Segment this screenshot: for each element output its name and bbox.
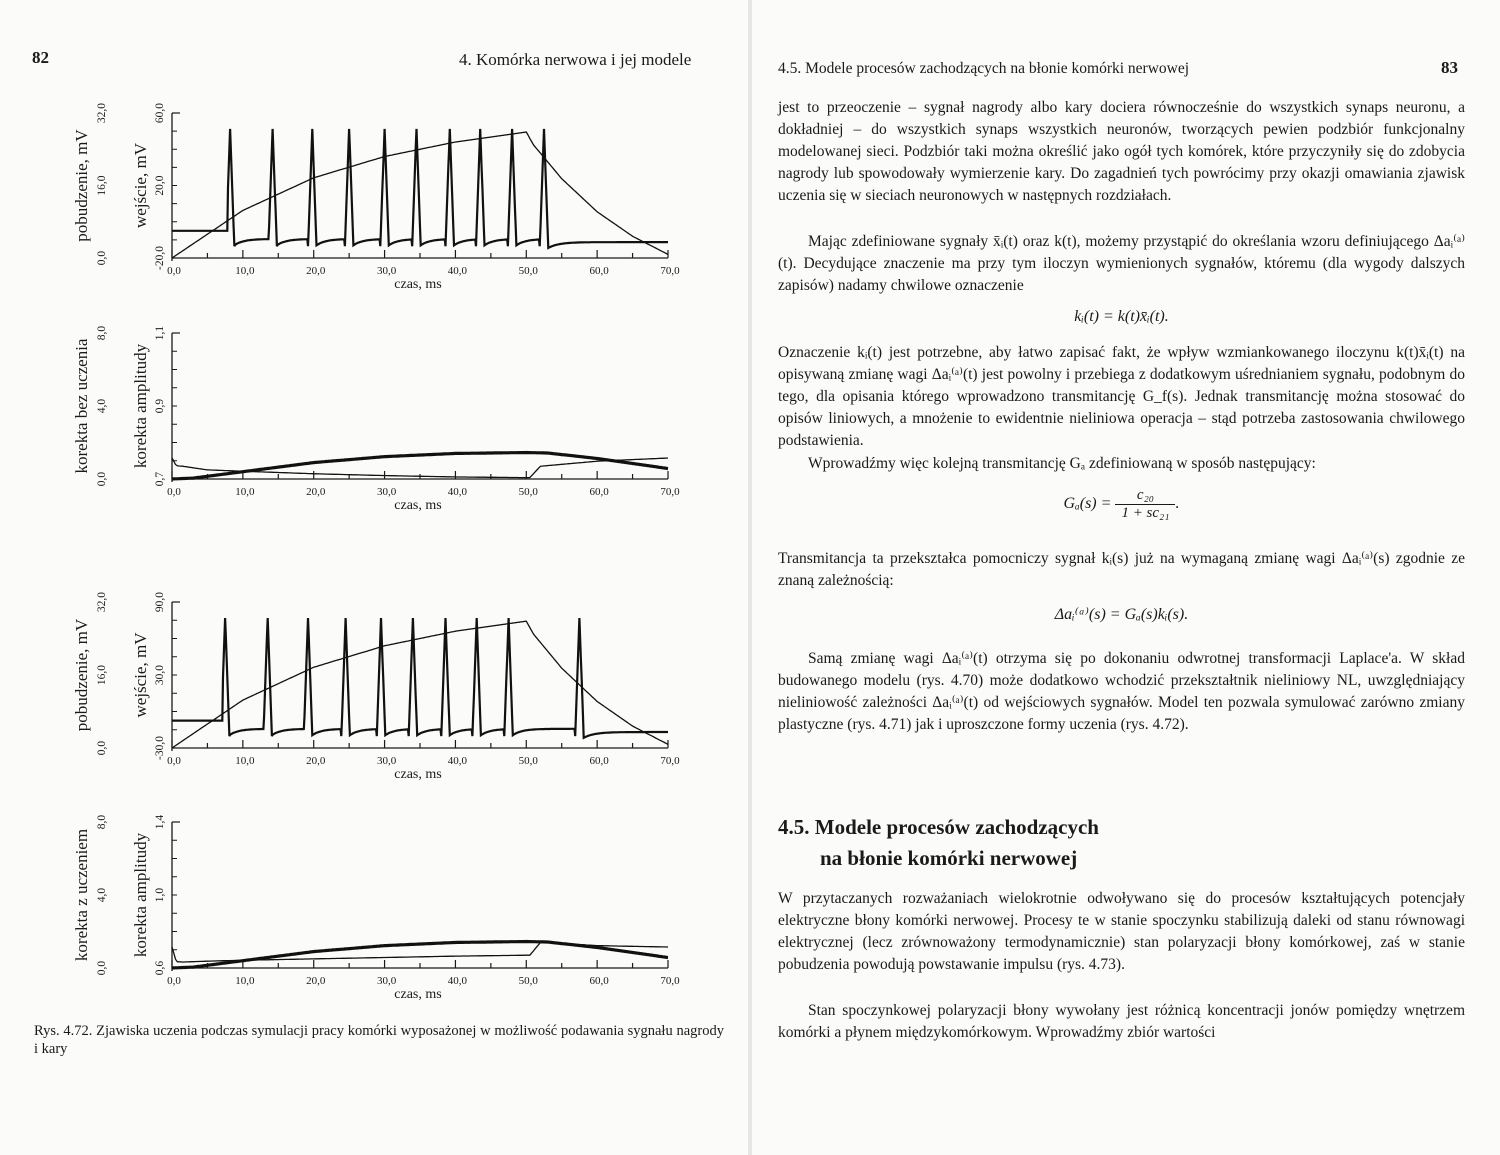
x-tick-label: 50,0 [518, 486, 538, 498]
x-tick-label: 30,0 [376, 755, 397, 767]
x-tick-label: 0,0 [167, 486, 181, 498]
y-tick-label-left: 32,0 [96, 591, 108, 613]
equation-2-tail: . [1175, 495, 1180, 513]
paragraph-2: Mając zdefiniowane sygnały x̄ᵢ(t) oraz k(t), możemy przystąpić do określania wzoru definiującego Δaᵢ⁽ᵃ⁾(t). Decydujące znaczenie ma przy tym iloczyn wymienionych sygnałów, któremu (dla wygody dalszych zapisów) nadamy chwilowe oznaczenie [778, 233, 1465, 294]
figure-4-72 [0, 0, 748, 1010]
paragraph-8: Stan spoczynkowej polaryzacji błony wywołany jest różnicą koncentracji jonów pomiędzy wnętrzem komórki a płynem międzykomórkowym. Wprowadźmy zbiór wartości [778, 1002, 1465, 1041]
paragraph-4: Wprowadźmy więc kolejną transmitancję Gₐ zdefiniowaną w sposób następujący: [808, 455, 1316, 472]
x-axis-label: czas, ms [394, 498, 442, 513]
right-page-number: 83 [1441, 58, 1458, 77]
figure-caption: Rys. 4.72. Zjawiska uczenia podczas symulacji pracy komórki wyposażonej w możliwość podawania sygnału nagrody i kary [34, 1023, 724, 1057]
y-tick-label-right: 60,0 [154, 102, 166, 124]
x-tick-label: 10,0 [235, 265, 255, 277]
x-tick-label: 70,0 [660, 975, 680, 987]
y-axis-label-left: pobudzenie, mV [72, 618, 91, 732]
x-tick-label: 60,0 [589, 975, 609, 987]
paragraph-5: Transmitancja ta przekształca pomocniczy sygnał kᵢ(s) już na wymaganą zmianę wagi Δaᵢ⁽ᵃ⁾(s) zgodnie ze znaną zależnością: [778, 550, 1465, 589]
y-tick-label-right: 20,0 [154, 175, 166, 196]
y-tick-label-left: 32,0 [96, 102, 108, 124]
equation-2 [778, 487, 1465, 522]
equation-1: kᵢ(t) = k(t)x̄ᵢ(t). [1074, 308, 1169, 325]
x-tick-label: 20,0 [306, 486, 326, 498]
x-tick-label: 40,0 [447, 265, 468, 277]
y-tick-label-right: 1,4 [154, 814, 166, 830]
left-page-number: 82 [32, 48, 49, 67]
x-axis-label: czas, ms [394, 987, 442, 1002]
y-tick-label-right: -30,0 [154, 736, 166, 760]
y-tick-label-left: 0,0 [96, 250, 108, 266]
x-tick-label: 10,0 [235, 755, 255, 767]
y-tick-label-right: 90,0 [154, 591, 166, 613]
equation-3: Δaᵢ⁽ᵃ⁾(s) = Gₐ(s)kᵢ(s). [1054, 606, 1189, 623]
left-running-head: 4. Komórka nerwowa i jej modele [459, 50, 692, 69]
x-tick-label: 70,0 [660, 486, 680, 498]
x-tick-label: 70,0 [660, 265, 680, 277]
equation-2-numerator: c₂₀ [1115, 487, 1175, 505]
section-heading [778, 812, 1099, 874]
y-tick-label-left: 4,0 [96, 398, 108, 414]
paragraph-7: W przytaczanych rozważaniach wielokrotnie odwoływano się do procesów kształtujących potencjały elektryczne błony komórki nerwowej. Procesy te w stanie spoczynku stabilizują daleki od stanu równowagi elektrycznej (lecz zrównoważony termodynamicznie) stan polaryzacji błony komórkowej, zaś w stanie pobudzenia powodują powstawanie impulsu (rys. 4.73). [778, 890, 1465, 973]
y-tick-label-right: 0,7 [154, 471, 166, 487]
y-tick-label-right: 30,0 [154, 664, 166, 686]
y-tick-label-left: 0,0 [96, 471, 108, 487]
x-tick-label: 10,0 [235, 486, 255, 498]
y-axis-label-right: korekta amplitudy [131, 832, 150, 958]
x-tick-label: 70,0 [660, 755, 680, 767]
x-tick-label: 20,0 [306, 755, 326, 767]
y-tick-label-left: 0,0 [96, 960, 108, 976]
x-tick-label: 40,0 [447, 755, 468, 767]
membrane-potential-series [172, 618, 668, 738]
equation-2-fraction [1115, 487, 1175, 522]
membrane-potential-series [172, 129, 668, 248]
x-tick-label: 20,0 [306, 975, 326, 987]
x-tick-label: 0,0 [167, 975, 181, 987]
y-tick-label-left: 8,0 [96, 325, 108, 341]
x-tick-label: 10,0 [235, 975, 255, 987]
x-tick-label: 40,0 [447, 975, 468, 987]
paragraph-1: jest to przeoczenie – sygnał nagrody albo kary dociera równocześnie do wszystkich synaps neuronu, a dokładniej – do wszystkich synaps wszystkich neuronów, tworzących pewien podzbiór funkcjonalny modelowanej sieci. Podzbiór taki można określić jako ogół tych komórek, które przyczyniły się do zdobycia nagrody lub spowodowały wymierzenie kary. Do zagadnień tych powrócimy przy okazji omawiania zjawisk uczenia się w sieciach neuronowych w następnych rozdziałach. [778, 99, 1465, 204]
x-tick-label: 40,0 [447, 486, 468, 498]
x-tick-label: 30,0 [376, 265, 397, 277]
x-tick-label: 60,0 [589, 265, 609, 277]
y-tick-label-left: 16,0 [96, 175, 108, 196]
x-tick-label: 60,0 [589, 486, 609, 498]
section-heading-line-2: na błonie komórki nerwowej [820, 846, 1078, 870]
equation-2-denominator: 1 + sc₂₁ [1121, 505, 1170, 521]
y-tick-label-right: 1,0 [154, 887, 166, 903]
y-tick-label-left: 4,0 [96, 887, 108, 903]
y-axis-label-left: pobudzenie, mV [72, 129, 91, 242]
x-tick-label: 50,0 [518, 755, 538, 767]
right-running-head: 4.5. Modele procesów zachodzących na błonie komórki nerwowej [778, 60, 1190, 77]
y-tick-label-left: 0,0 [96, 740, 108, 756]
x-tick-label: 0,0 [167, 755, 181, 767]
y-axis-label-right: wejście, mV [131, 632, 150, 718]
y-tick-label-right: -20,0 [154, 246, 166, 270]
x-tick-label: 60,0 [589, 755, 609, 767]
paragraph-6: Samą zmianę wagi Δaᵢ⁽ᵃ⁾(t) otrzyma się po dokonaniu odwrotnej transformacji Laplace'a. W skład budowanego modelu (rys. 4.70) może dodatkowo wchodzić przekształtnik nieliniowy NL, uwzględniający nieliniowość zależności Δaᵢ⁽ᵃ⁾(t) od wejściowych sygnałów. Model ten pozwala symulować zarówno zmiany plastyczne (rys. 4.71) jak i uproszczone formy uczenia (rys. 4.72). [778, 650, 1465, 733]
y-tick-label-right: 1,1 [154, 325, 166, 341]
x-tick-label: 50,0 [518, 265, 538, 277]
x-tick-label: 20,0 [306, 265, 326, 277]
x-axis-label: czas, ms [394, 767, 442, 782]
x-axis-label: czas, ms [394, 277, 442, 292]
y-tick-label-right: 0,9 [154, 398, 166, 414]
section-heading-line-1: 4.5. Modele procesów zachodzących [778, 815, 1099, 839]
equation-2-lhs: Gₐ(s) = [1063, 495, 1112, 513]
y-tick-label-left: 16,0 [96, 664, 108, 686]
x-tick-label: 50,0 [518, 975, 538, 987]
x-tick-label: 30,0 [376, 975, 397, 987]
y-axis-label-left: korekta bez uczenia [72, 338, 91, 474]
y-axis-label-right: korekta amplitudy [131, 343, 150, 469]
paragraph-3: Oznaczenie kᵢ(t) jest potrzebne, aby łatwo zapisać fakt, że wpływ wzmiankowanego iloczynu k(t)x̄ᵢ(t) na opisywaną zmianę wagi Δaᵢ⁽ᵃ⁾(t) jest powolny i przebiega z dodatkowym uśrednianiem sygnału, podobnym do tego, dla opisania którego wprowadzono transmitancję G_f(s). Jednak transmitancję można stosować do opisów liniowych, a mnożenie to ewidentnie nieliniowa operacja – stąd potrzeba zastosowania chwilowego podstawienia. [778, 344, 1465, 449]
y-tick-label-left: 8,0 [96, 814, 108, 830]
y-axis-label-left: korekta z uczeniem [72, 828, 91, 962]
y-tick-label-right: 0,6 [154, 960, 166, 976]
x-tick-label: 30,0 [376, 486, 397, 498]
x-tick-label: 0,0 [167, 265, 181, 277]
y-axis-label-right: wejście, mV [131, 143, 150, 228]
